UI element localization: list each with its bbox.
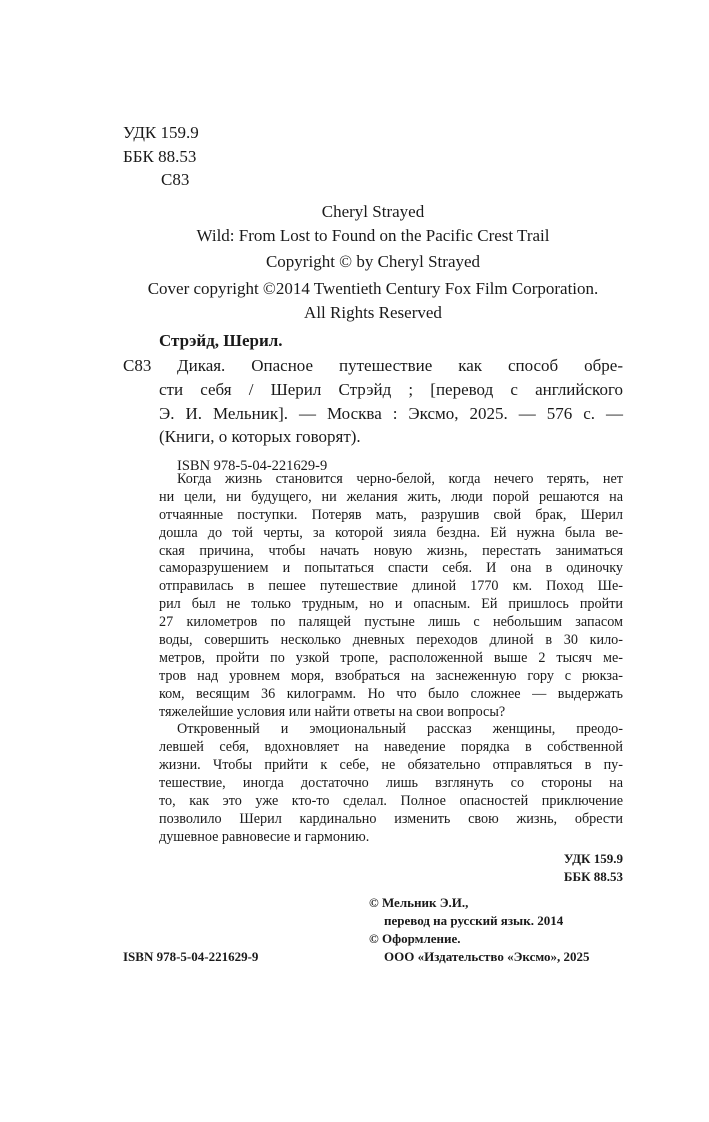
original-copyright: Copyright © by Cheryl Strayed	[265, 252, 481, 271]
annotation-line: метров, пройти по узкой тропе, расположенной выше 2 тысяч ме-	[159, 649, 623, 666]
cover-copyright: Cover copyright ©2014 Twentieth Century Fox Film Corporation.	[147, 279, 599, 298]
udk-code: УДК 159.9	[123, 123, 199, 142]
annotation	[159, 471, 623, 847]
annotation-line: ком, весящим 36 килограмм. Но что было сложнее — выдержать	[159, 685, 623, 702]
annotation-line: 27 километров по палящей пустыне лишь с небольшим запасом	[159, 614, 623, 631]
annotation-line: саморазрушением и попытаться спасти себя. И она в одиночку	[159, 560, 623, 577]
annotation-line: Когда жизнь становится черно-белой, когда нечего терять, нет	[177, 471, 623, 487]
annotation-line: отправилась в пешее путешествие длиной 1770 км. Поход Ше-	[159, 578, 623, 595]
entry-isbn: ISBN 978-5-04-221629-9	[177, 458, 328, 474]
annotation-line: то, как это уже кто-то сделал. Полное опасностей приключение	[159, 793, 623, 810]
annotation-line: тров над уровнем моря, взобраться на заснеженную гору с рюкза-	[159, 667, 623, 684]
annotation-line: тяжелейшие условия или найти ответы на свои вопросы?	[159, 703, 506, 720]
annotation-line: воды, совершить несколько дневных переходов длиной в 30 кило-	[159, 632, 623, 649]
entry-line: сти себя / Шерил Стрэйд ; [перевод с английского	[159, 379, 623, 399]
entry-line: Дикая. Опасное путешествие как способ обре-	[177, 356, 623, 375]
annotation-line: жизни. Чтобы прийти к себе, не обязательно отправляться в пу-	[159, 757, 623, 774]
copyright-translation-detail: перевод на русский язык. 2014	[384, 913, 564, 928]
annotation-line: тешествие, иногда достаточно лишь взглянуть со стороны на	[159, 775, 623, 792]
author-mark: С83	[161, 170, 190, 189]
annotation-line: отчаянные поступки. Потеряв мать, разрушив свой брак, Шерил	[159, 506, 623, 523]
copyright-design-detail: ООО «Издательство «Эксмо», 2025	[384, 949, 590, 964]
entry-mark: С83	[123, 356, 152, 375]
annotation-line: дошла до той черты, за которой зияла бездна. Ей нужна была ве-	[159, 524, 623, 541]
entry-author-heading: Стрэйд, Шерил.	[159, 331, 283, 350]
annotation-line: левшей себя, вдохновляет на наведение порядка в собственной	[159, 739, 623, 756]
footer-udk: УДК 159.9	[563, 851, 623, 866]
entry-line: Э. И. Мельник]. — Москва : Эксмо, 2025. — 576 с. —	[159, 403, 623, 423]
original-title: Wild: From Lost to Found on the Pacific Crest Trail	[196, 226, 550, 245]
annotation-line: Откровенный и эмоциональный рассказ женщины, преодо-	[177, 721, 623, 738]
annotation-line: душевное равновесие и гармонию.	[159, 828, 370, 845]
footer-isbn: ISBN 978-5-04-221629-9	[123, 949, 259, 964]
original-author: Cheryl Strayed	[321, 202, 425, 221]
bbk-code: ББК 88.53	[123, 147, 197, 166]
entry-description	[159, 354, 623, 449]
copyright-translation: © Мельник Э.И.,	[369, 895, 469, 910]
footer-bbk: ББК 88.53	[563, 869, 623, 884]
entry-line: (Книги, о которых говорят).	[159, 427, 361, 447]
annotation-line: ская причина, чтобы начать новую жизнь, перестать заниматься	[159, 542, 623, 559]
annotation-line: позволило Шерил кардинально изменить свою жизнь, обрести	[159, 810, 623, 827]
rights-reserved: All Rights Reserved	[304, 303, 442, 322]
annotation-line: ни цели, ни будущего, ни желания жить, люди порой решаются на	[159, 488, 623, 505]
copyright-design: © Оформление.	[369, 931, 461, 946]
annotation-line: рил был не только трудным, но и опасным. Ей пришлось пройти	[159, 596, 623, 613]
